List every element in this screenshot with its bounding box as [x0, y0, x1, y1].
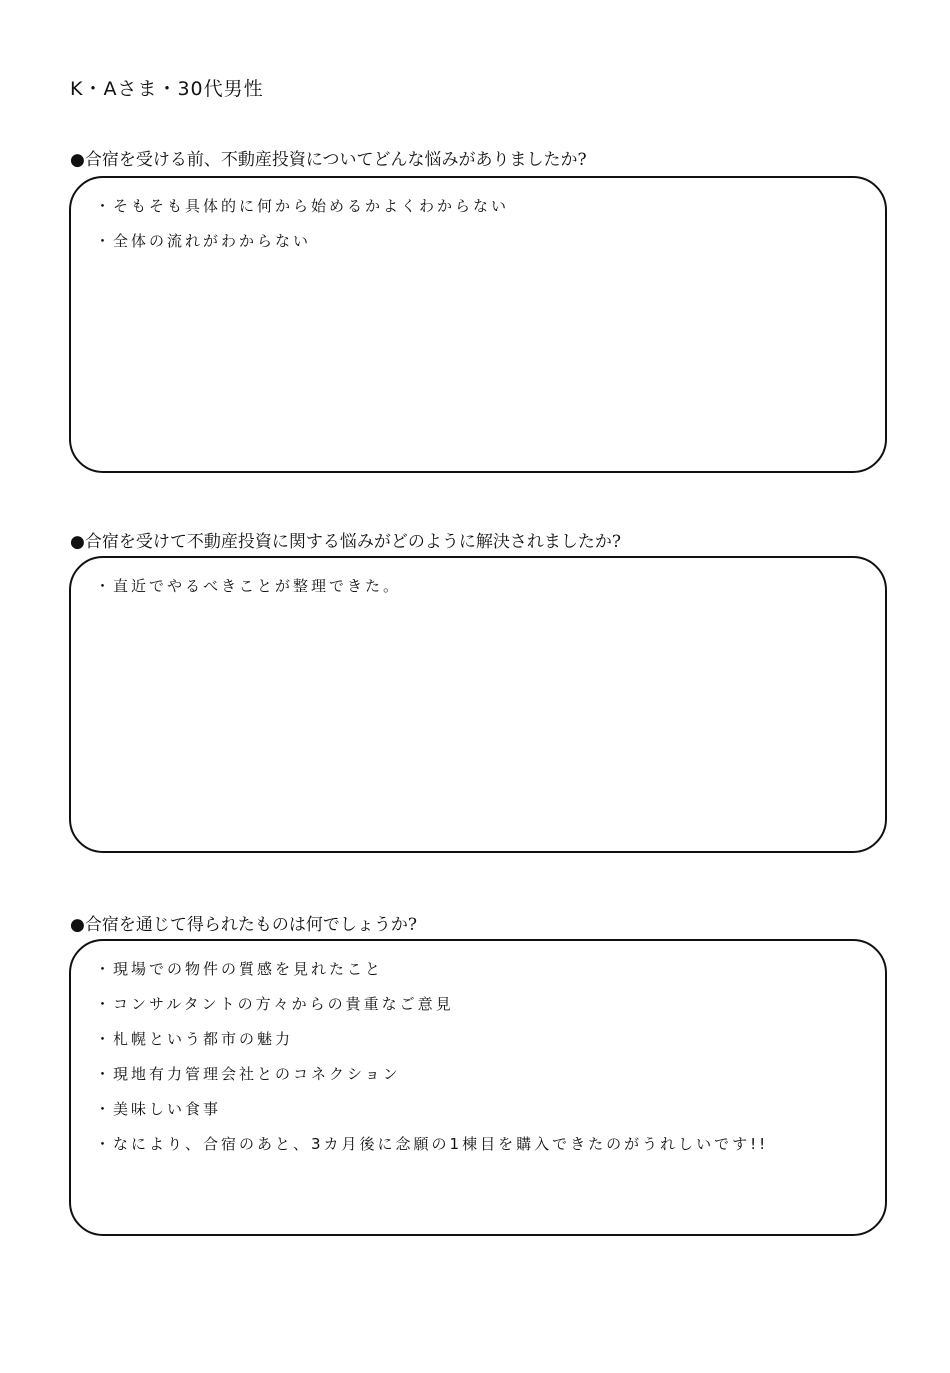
- list-item: ・美味しい食事: [95, 1100, 222, 1118]
- answer-list-1: [95, 194, 509, 264]
- question-2: ●合宿を受けて不動産投資に関する悩みがどのように解決されましたか?: [70, 532, 621, 552]
- list-item: ・札幌という都市の魅力: [95, 1030, 294, 1048]
- list-item: ・コンサルタントの方々からの貴重なご意見: [95, 995, 454, 1013]
- list-item: ・そもそも具体的に何から始めるかよくわからない: [95, 197, 510, 215]
- page-title: K・Aさま・30代男性: [70, 78, 264, 100]
- list-item: ・現場での物件の質感を見れたこと: [95, 960, 384, 978]
- answer-box-1: [69, 176, 887, 473]
- answer-list-2: [95, 574, 401, 609]
- question-3: ●合宿を通じて得られたものは何でしょうか?: [70, 915, 417, 935]
- list-item: ・なにより、合宿のあと、3カ月後に念願の1棟目を購入できたのがうれしいです!!: [95, 1135, 769, 1153]
- list-item: ・現地有力管理会社とのコネクション: [95, 1065, 401, 1083]
- question-1: ●合宿を受ける前、不動産投資についてどんな悩みがありましたか?: [70, 150, 587, 170]
- answer-list-3: [95, 957, 768, 1167]
- list-item: ・直近でやるべきことが整理できた。: [95, 577, 402, 595]
- answer-box-3: [69, 939, 887, 1236]
- answer-box-2: [69, 556, 887, 853]
- list-item: ・全体の流れがわからない: [95, 232, 312, 250]
